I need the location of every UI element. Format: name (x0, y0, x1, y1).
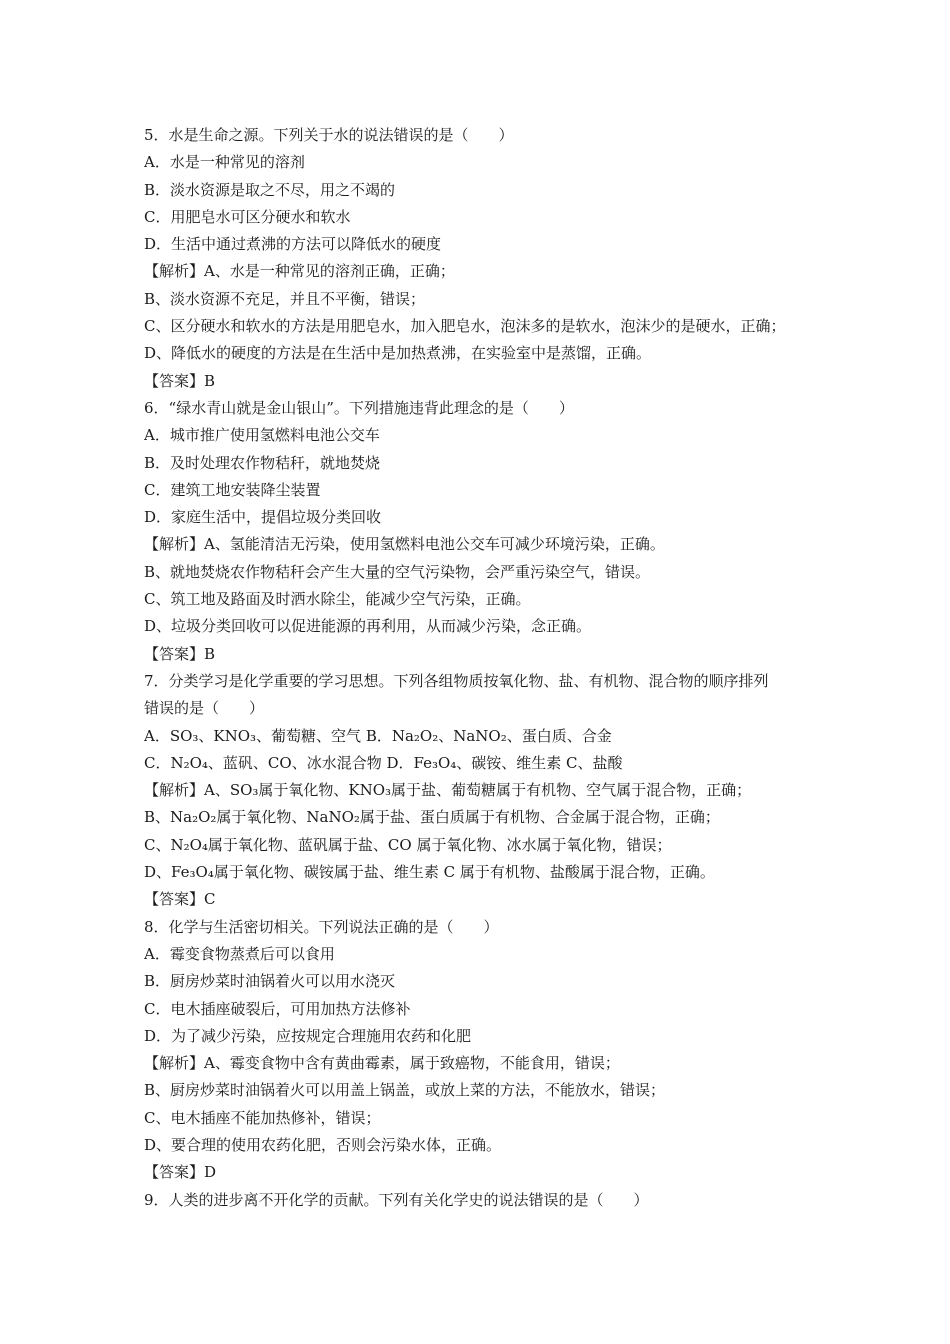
question-8-answer: 【答案】D (144, 1163, 217, 1182)
question-6-answer: 【答案】B (144, 644, 216, 663)
question-7-answer: 【答案】C (144, 890, 216, 909)
question-6-option-c: C．建筑工地安装降尘装置 (144, 480, 321, 499)
question-6-analysis-b: B、就地焚烧农作物秸秆会产生大量的空气污染物，会严重污染空气，错误。 (144, 562, 651, 581)
question-8-analysis-a: 【解析】A、霉变食物中含有黄曲霉素，属于致癌物，不能食用，错误； (144, 1054, 620, 1073)
question-7-analysis-d: D、Fe₃O₄属于氧化物、碳铵属于盐、维生素 C 属于有机物、盐酸属于混合物，正确。 (144, 863, 715, 882)
question-5-option-c: C．用肥皂水可区分硬水和软水 (144, 207, 351, 226)
question-7-analysis-b: B、Na₂O₂属于氧化物、NaNO₂属于盐、蛋白质属于有机物、合金属于混合物，正确； (144, 808, 720, 827)
question-5-analysis-d: D、降低水的硬度的方法是在生活中是加热煮沸，在实验室中是蒸馏，正确。 (144, 344, 652, 363)
question-6-option-d: D．家庭生活中，提倡垃圾分类回收 (144, 508, 382, 527)
question-7-stem: 7．分类学习是化学重要的学习思想。下列各组物质按氧化物、盐、有机物、混合物的顺序排列 (144, 671, 769, 690)
question-8-analysis-c: C、电木插座不能加热修补，错误； (144, 1108, 381, 1127)
question-8-option-c: C．电木插座破裂后，可用加热方法修补 (144, 999, 411, 1018)
question-6-option-a: A．城市推广使用氢燃料电池公交车 (144, 426, 380, 445)
question-7-stem-continued: 错误的是（ ） (144, 699, 265, 718)
question-7-analysis-c: C、N₂O₄属于氧化物、蓝矾属于盐、CO 属于氧化物、冰水属于氧化物，错误； (144, 835, 672, 854)
question-8-stem: 8．化学与生活密切相关。下列说法正确的是（ ） (144, 917, 499, 936)
question-5-analysis-c: C、区分硬水和软水的方法是用肥皂水，加入肥皂水，泡沫多的是软水，泡沫少的是硬水，正确； (144, 317, 786, 336)
question-5-analysis-b: B、淡水资源不充足，并且不平衡，错误； (144, 289, 426, 308)
question-5-answer: 【答案】B (144, 371, 216, 390)
question-8-option-a: A．霉变食物蒸煮后可以食用 (144, 944, 335, 963)
question-7-analysis-a: 【解析】A、SO₃属于氧化物、KNO₃属于盐、葡萄糖属于有机物、空气属于混合物，正确； (144, 781, 752, 800)
document-page (144, 122, 824, 1214)
question-8-analysis-b: B、厨房炒菜时油锅着火可以用盖上锅盖，或放上菜的方法，不能放水，错误； (144, 1081, 666, 1100)
question-5-option-d: D．生活中通过煮沸的方法可以降低水的硬度 (144, 235, 442, 254)
question-6-analysis-d: D、垃圾分类回收可以促进能源的再利用，从而减少污染，念正确。 (144, 617, 592, 636)
question-5-option-a: A．水是一种常见的溶剂 (144, 153, 305, 172)
question-5-analysis-a: 【解析】A、水是一种常见的溶剂正确，正确； (144, 262, 455, 281)
question-7-options-ab: A．SO₃、KNO₃、葡萄糖、空气 B．Na₂O₂、NaNO₂、蛋白质、合金 (144, 726, 612, 745)
question-9-stem: 9．人类的进步离不开化学的贡献。下列有关化学史的说法错误的是（ ） (144, 1190, 649, 1209)
question-5-option-b: B．淡水资源是取之不尽，用之不竭的 (144, 180, 396, 199)
question-6-option-b: B．及时处理农作物秸秆，就地焚烧 (144, 453, 381, 472)
question-6-stem: 6．“绿水青山就是金山银山”。下列措施违背此理念的是（ ） (144, 398, 574, 417)
question-8-option-b: B．厨房炒菜时油锅着火可以用水浇灭 (144, 972, 396, 991)
question-8-option-d: D．为了减少污染，应按规定合理施用农药和化肥 (144, 1026, 472, 1045)
question-6-analysis-a: 【解析】A、氢能清洁无污染，使用氢燃料电池公交车可减少环境污染，正确。 (144, 535, 665, 554)
question-7-options-cd: C．N₂O₄、蓝矾、CO、冰水混合物 D．Fe₃O₄、碳铵、维生素 C、盐酸 (144, 753, 623, 772)
question-5-stem: 5．水是生命之源。下列关于水的说法错误的是（ ） (144, 126, 514, 144)
question-8-analysis-d: D、要合理的使用农药化肥，否则会污染水体，正确。 (144, 1135, 502, 1154)
question-6-analysis-c: C、筑工地及路面及时洒水除尘，能减少空气污染，正确。 (144, 590, 531, 609)
